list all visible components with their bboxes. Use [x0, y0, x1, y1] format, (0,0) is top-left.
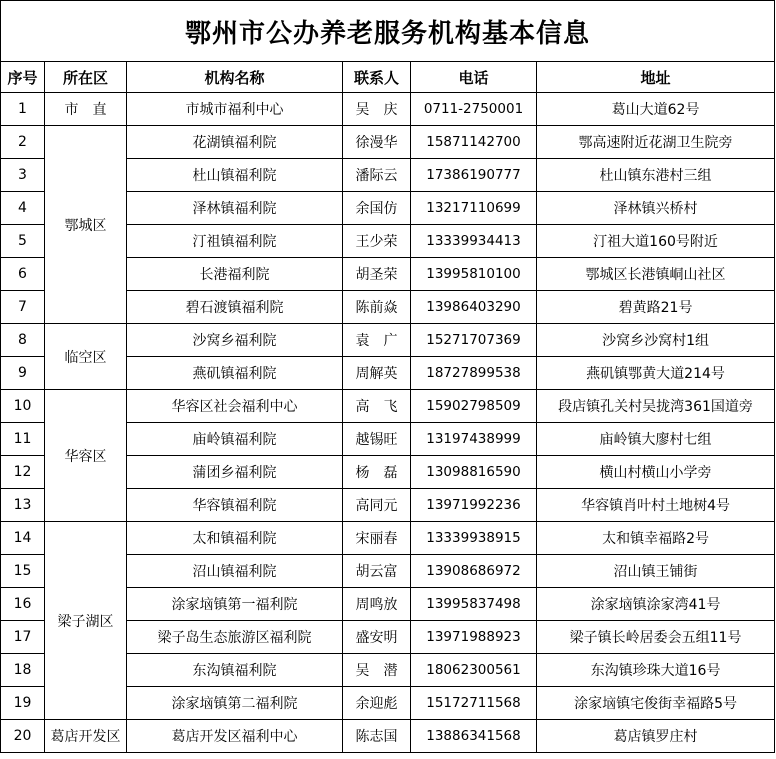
- row-name: 沼山镇福利院: [127, 555, 343, 588]
- row-no: 18: [1, 654, 45, 687]
- row-address: 沙窝乡沙窝村1组: [537, 324, 775, 357]
- row-contact: 高同元: [343, 489, 411, 522]
- row-contact: 越锡旺: [343, 423, 411, 456]
- row-no: 6: [1, 258, 45, 291]
- row-contact: 周解英: [343, 357, 411, 390]
- row-contact: 吴 潜: [343, 654, 411, 687]
- row-phone: 13971988923: [411, 621, 537, 654]
- row-contact: 潘际云: [343, 159, 411, 192]
- row-address: 鄂城区长港镇峒山社区: [537, 258, 775, 291]
- row-no: 4: [1, 192, 45, 225]
- row-contact: 陈志国: [343, 720, 411, 753]
- table-row: [1, 720, 775, 753]
- row-phone: 13908686972: [411, 555, 537, 588]
- row-name: 涂家垴镇第一福利院: [127, 588, 343, 621]
- row-name: 涂家垴镇第二福利院: [127, 687, 343, 720]
- header-row: [1, 62, 775, 93]
- row-phone: 0711-2750001: [411, 93, 537, 126]
- row-contact: 徐漫华: [343, 126, 411, 159]
- district-cell: 临空区: [45, 324, 127, 390]
- row-address: 庙岭镇大廖村七组: [537, 423, 775, 456]
- row-contact: 王少荣: [343, 225, 411, 258]
- table-title: 鄂州市公办养老服务机构基本信息: [1, 1, 775, 62]
- row-no: 9: [1, 357, 45, 390]
- row-name: 花湖镇福利院: [127, 126, 343, 159]
- row-phone: 18062300561: [411, 654, 537, 687]
- row-contact: 高 飞: [343, 390, 411, 423]
- row-no: 15: [1, 555, 45, 588]
- row-no: 11: [1, 423, 45, 456]
- row-no: 19: [1, 687, 45, 720]
- row-name: 华容镇福利院: [127, 489, 343, 522]
- row-address: 横山村横山小学旁: [537, 456, 775, 489]
- header-no: 序号: [1, 62, 45, 93]
- district-cell: 华容区: [45, 390, 127, 522]
- row-no: 20: [1, 720, 45, 753]
- row-phone: 13971992236: [411, 489, 537, 522]
- row-name: 蒲团乡福利院: [127, 456, 343, 489]
- row-address: 沼山镇王铺街: [537, 555, 775, 588]
- row-phone: 15902798509: [411, 390, 537, 423]
- row-contact: 吴 庆: [343, 93, 411, 126]
- row-no: 16: [1, 588, 45, 621]
- row-no: 3: [1, 159, 45, 192]
- row-name: 东沟镇福利院: [127, 654, 343, 687]
- row-address: 鄂高速附近花湖卫生院旁: [537, 126, 775, 159]
- row-name: 长港福利院: [127, 258, 343, 291]
- row-contact: 胡圣荣: [343, 258, 411, 291]
- header-phone: 电话: [411, 62, 537, 93]
- row-address: 段店镇孔关村吴拢湾361国道旁: [537, 390, 775, 423]
- row-name: 庙岭镇福利院: [127, 423, 343, 456]
- row-phone: 13995810100: [411, 258, 537, 291]
- row-name: 华容区社会福利中心: [127, 390, 343, 423]
- row-no: 1: [1, 93, 45, 126]
- header-district: 所在区: [45, 62, 127, 93]
- row-no: 13: [1, 489, 45, 522]
- district-cell: 梁子湖区: [45, 522, 127, 720]
- row-phone: 17386190777: [411, 159, 537, 192]
- table-row: [1, 522, 775, 555]
- row-name: 碧石渡镇福利院: [127, 291, 343, 324]
- row-no: 12: [1, 456, 45, 489]
- table-row: [1, 126, 775, 159]
- row-phone: 13986403290: [411, 291, 537, 324]
- row-contact: 袁 广: [343, 324, 411, 357]
- row-no: 7: [1, 291, 45, 324]
- row-name: 太和镇福利院: [127, 522, 343, 555]
- table-row: [1, 93, 775, 126]
- row-address: 葛店镇罗庄村: [537, 720, 775, 753]
- row-contact: 陈前焱: [343, 291, 411, 324]
- district-cell: 市 直: [45, 93, 127, 126]
- row-no: 14: [1, 522, 45, 555]
- row-no: 17: [1, 621, 45, 654]
- row-address: 太和镇幸福路2号: [537, 522, 775, 555]
- header-address: 地址: [537, 62, 775, 93]
- row-phone: 13886341568: [411, 720, 537, 753]
- row-name: 汀祖镇福利院: [127, 225, 343, 258]
- row-name: 泽林镇福利院: [127, 192, 343, 225]
- row-address: 碧黄路21号: [537, 291, 775, 324]
- row-contact: 余国仿: [343, 192, 411, 225]
- row-name: 沙窝乡福利院: [127, 324, 343, 357]
- row-contact: 胡云富: [343, 555, 411, 588]
- row-contact: 宋丽春: [343, 522, 411, 555]
- row-no: 10: [1, 390, 45, 423]
- district-cell: 鄂城区: [45, 126, 127, 324]
- row-name: 杜山镇福利院: [127, 159, 343, 192]
- row-phone: 13197438999: [411, 423, 537, 456]
- row-phone: 18727899538: [411, 357, 537, 390]
- row-contact: 杨 磊: [343, 456, 411, 489]
- row-contact: 周鸣放: [343, 588, 411, 621]
- row-address: 东沟镇珍珠大道16号: [537, 654, 775, 687]
- row-no: 8: [1, 324, 45, 357]
- row-phone: 13339934413: [411, 225, 537, 258]
- row-address: 汀祖大道160号附近: [537, 225, 775, 258]
- row-name: 葛店开发区福利中心: [127, 720, 343, 753]
- row-address: 涂家垴镇涂家湾41号: [537, 588, 775, 621]
- header-name: 机构名称: [127, 62, 343, 93]
- row-name: 梁子岛生态旅游区福利院: [127, 621, 343, 654]
- row-phone: 15871142700: [411, 126, 537, 159]
- row-phone: 13339938915: [411, 522, 537, 555]
- row-address: 涂家垴镇宅俊街幸福路5号: [537, 687, 775, 720]
- table-row: [1, 324, 775, 357]
- row-address: 泽林镇兴桥村: [537, 192, 775, 225]
- row-no: 5: [1, 225, 45, 258]
- row-phone: 13995837498: [411, 588, 537, 621]
- row-address: 梁子镇长岭居委会五组11号: [537, 621, 775, 654]
- row-contact: 余迎彪: [343, 687, 411, 720]
- row-phone: 15172711568: [411, 687, 537, 720]
- table-row: [1, 390, 775, 423]
- row-address: 杜山镇东港村三组: [537, 159, 775, 192]
- row-phone: 13098816590: [411, 456, 537, 489]
- row-name: 市城市福利中心: [127, 93, 343, 126]
- row-name: 燕矶镇福利院: [127, 357, 343, 390]
- row-contact: 盛安明: [343, 621, 411, 654]
- row-address: 葛山大道62号: [537, 93, 775, 126]
- district-cell: 葛店开发区: [45, 720, 127, 753]
- row-phone: 13217110699: [411, 192, 537, 225]
- row-address: 燕矶镇鄂黄大道214号: [537, 357, 775, 390]
- row-phone: 15271707369: [411, 324, 537, 357]
- header-contact: 联系人: [343, 62, 411, 93]
- row-no: 2: [1, 126, 45, 159]
- row-address: 华容镇肖叶村土地树4号: [537, 489, 775, 522]
